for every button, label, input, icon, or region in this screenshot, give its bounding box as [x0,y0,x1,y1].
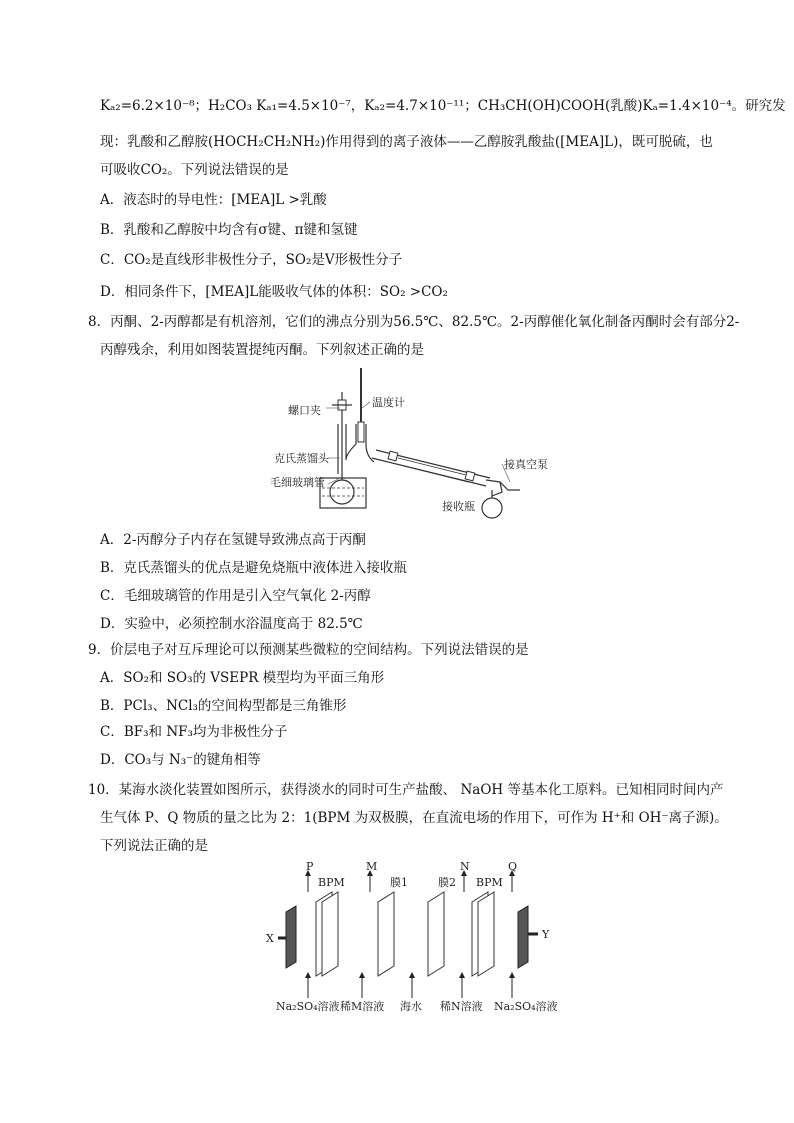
label-p: P [306,860,314,873]
q8-option-b: B．克氏蒸馏头的优点是避免烧瓶中液体进入接收瓶 [100,560,407,576]
q8-stem-line1: 8．丙酮、2-丙醇都是有机溶剂，它们的沸点分别为56.5℃、82.5℃。2-丙醇催化氧化制备丙酮时会有部分2- [88,314,740,330]
label-electrode-y: Y [542,928,550,941]
label-bottom-seawater: 海水 [400,1000,422,1013]
q9-option-b: B．PCl₃、NCl₃的空间构型都是三角锥形 [100,698,347,714]
label-m: M [366,860,378,873]
label-vacuum-pump: 接真空泵 [504,458,548,471]
label-thermometer: 温度计 [372,396,405,409]
label-receiver: 接收瓶 [442,500,475,513]
q10-stem-line1: 10．某海水淡化装置如图所示，获得淡水的同时可生产盐酸、 NaOH 等基本化工原料。已知相同时间内产 [88,782,724,798]
label-bottom-na2so4-right: Na₂SO₄溶液 [494,1000,558,1013]
q7-option-a: A．液态时的导电性：[MEA]L >乳酸 [100,192,327,208]
label-claisen-head: 克氏蒸馏头 [274,452,329,465]
q8-option-d: D．实验中，必须控制水浴温度高于 82.5℃ [100,616,363,632]
label-electrode-x: X [266,932,274,945]
label-membrane-2: 膜2 [438,876,456,889]
q10-stem-line2: 生气体 P、Q 物质的量之比为 2：1(BPM 为双极膜，在直流电场的作用下，可作为 H⁺和 OH⁻离子源)。 [100,810,728,826]
label-bpm-right: BPM [476,876,503,889]
q7-option-d: D．相同条件下，[MEA]L能吸收气体的体积：SO₂ >CO₂ [100,284,448,300]
q7-question-line: 可吸收CO₂。下列说法错误的是 [100,162,289,178]
q9-option-a: A．SO₂和 SO₃的 VSEPR 模型均为平面三角形 [100,670,385,686]
q7-research-line: 现：乳酸和乙醇胺(HOCH₂CH₂NH₂)作用得到的离子液体——乙醇胺乳酸盐([MEA]L)，既可脱硫，也 [100,134,713,150]
desalination-cell-figure [262,858,572,1018]
label-n: N [460,860,470,873]
q10-stem-line3: 下列说法正确的是 [100,838,208,854]
q8-option-c: C．毛细玻璃管的作用是引入空气氧化 2-丙醇 [100,588,371,604]
q9-option-c: C．BF₃和 NF₃均为非极性分子 [100,724,288,740]
q9-option-d: D．CO₃与 N₃⁻的键角相等 [100,752,261,768]
q8-stem-line2: 丙醇残余，利用如图装置提纯丙酮。下列叙述正确的是 [100,342,424,358]
q7-ka-line: Kₐ₂=6.2×10⁻⁸；H₂CO₃ Kₐ₁=4.5×10⁻⁷，Kₐ₂=4.7×10⁻¹¹；CH₃CH(OH)COOH(乳酸)Kₐ=1.4×10⁻⁴。研究发 [100,98,786,114]
label-membrane-1: 膜1 [390,876,408,889]
q7-option-c: C．CO₂是直线形非极性分子，SO₂是V形极性分子 [100,252,403,268]
label-bottom-dilute-m: 稀M溶液 [340,1000,385,1013]
label-q: Q [508,860,518,873]
label-bpm-left: BPM [318,876,345,889]
label-screw-clamp: 螺口夹 [288,404,321,417]
label-bottom-na2so4-left: Na₂SO₄溶液 [276,1000,340,1013]
q8-option-a: A．2-丙醇分子内存在氢键导致沸点高于丙酮 [100,532,366,548]
q7-option-b: B．乳酸和乙醇胺中均含有σ键、π键和氢键 [100,222,358,238]
label-capillary: 毛细玻璃管 [270,476,325,489]
q9-stem: 9．价层电子对互斥理论可以预测某些微粒的空间结构。下列说法错误的是 [88,642,529,658]
distillation-apparatus-figure [268,364,568,520]
label-bottom-dilute-n: 稀N溶液 [440,1000,483,1013]
